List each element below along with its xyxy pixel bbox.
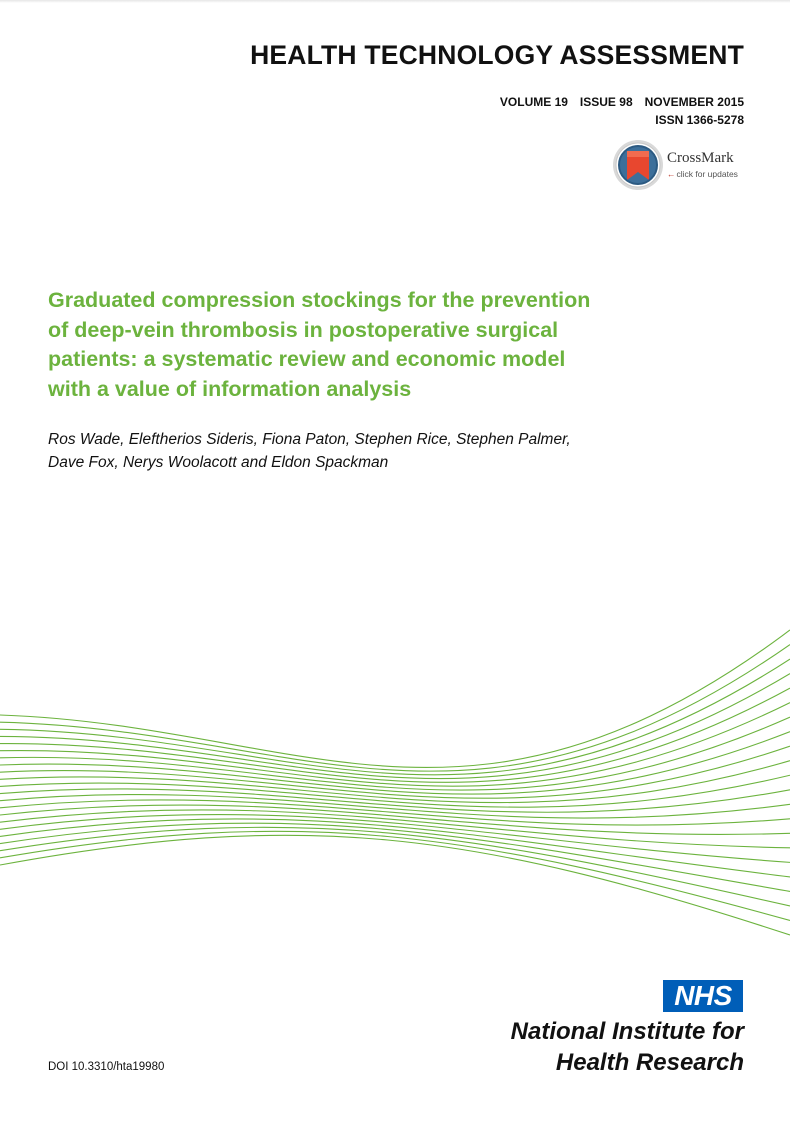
publisher-name <box>511 1016 744 1078</box>
left-arrow-icon: ← <box>667 169 676 179</box>
wave-line <box>0 835 790 935</box>
title-line: patients: a systematic review and economic model <box>48 347 566 371</box>
decorative-wave-lines <box>0 620 790 950</box>
title-line: with a value of information analysis <box>48 376 412 401</box>
wave-line <box>0 815 790 863</box>
crossmark-label: CrossMark <box>667 150 734 166</box>
wave-line <box>0 630 790 768</box>
wave-line <box>0 659 790 775</box>
publication-date: NOVEMBER 2015 <box>644 95 744 109</box>
issue: ISSUE 98 <box>579 95 633 109</box>
wave-line <box>0 831 790 920</box>
nhs-logo <box>663 980 743 1012</box>
publisher-name-line: Health Research <box>555 1049 744 1076</box>
crossmark-button[interactable] <box>612 139 752 191</box>
nhs-logo-text: NHS <box>674 980 732 1011</box>
paper-title <box>48 286 668 404</box>
wave-line <box>0 827 790 906</box>
crossmark-icon <box>612 139 664 191</box>
wave-line <box>0 819 790 877</box>
doi: DOI 10.3310/hta19980 <box>48 1061 165 1073</box>
title-line: Graduated compression stockings for the prevention <box>48 288 591 312</box>
wave-line <box>0 688 790 782</box>
top-edge-shadow <box>0 0 790 3</box>
publisher-name-line: National Institute for <box>510 1018 744 1045</box>
wave-line <box>0 645 790 772</box>
journal-title: HEALTH TECHNOLOGY ASSESSMENT <box>250 40 744 70</box>
author-line: Dave Fox, Nerys Woolacott and Eldon Spackman <box>48 454 389 471</box>
author-line: Ros Wade, Eleftherios Sideris, Fiona Paton, Stephen Rice, Stephen Palmer, <box>48 431 571 448</box>
volume: VOLUME 19 <box>499 95 568 109</box>
crossmark-sublabel <box>667 169 738 179</box>
issn: ISSN 1366-5278 <box>655 113 744 127</box>
crossmark-sub-text: click for updates <box>676 169 738 179</box>
author-list <box>48 428 668 474</box>
title-line: of deep-vein thrombosis in postoperative surgical <box>48 317 559 342</box>
issue-line <box>500 95 744 109</box>
